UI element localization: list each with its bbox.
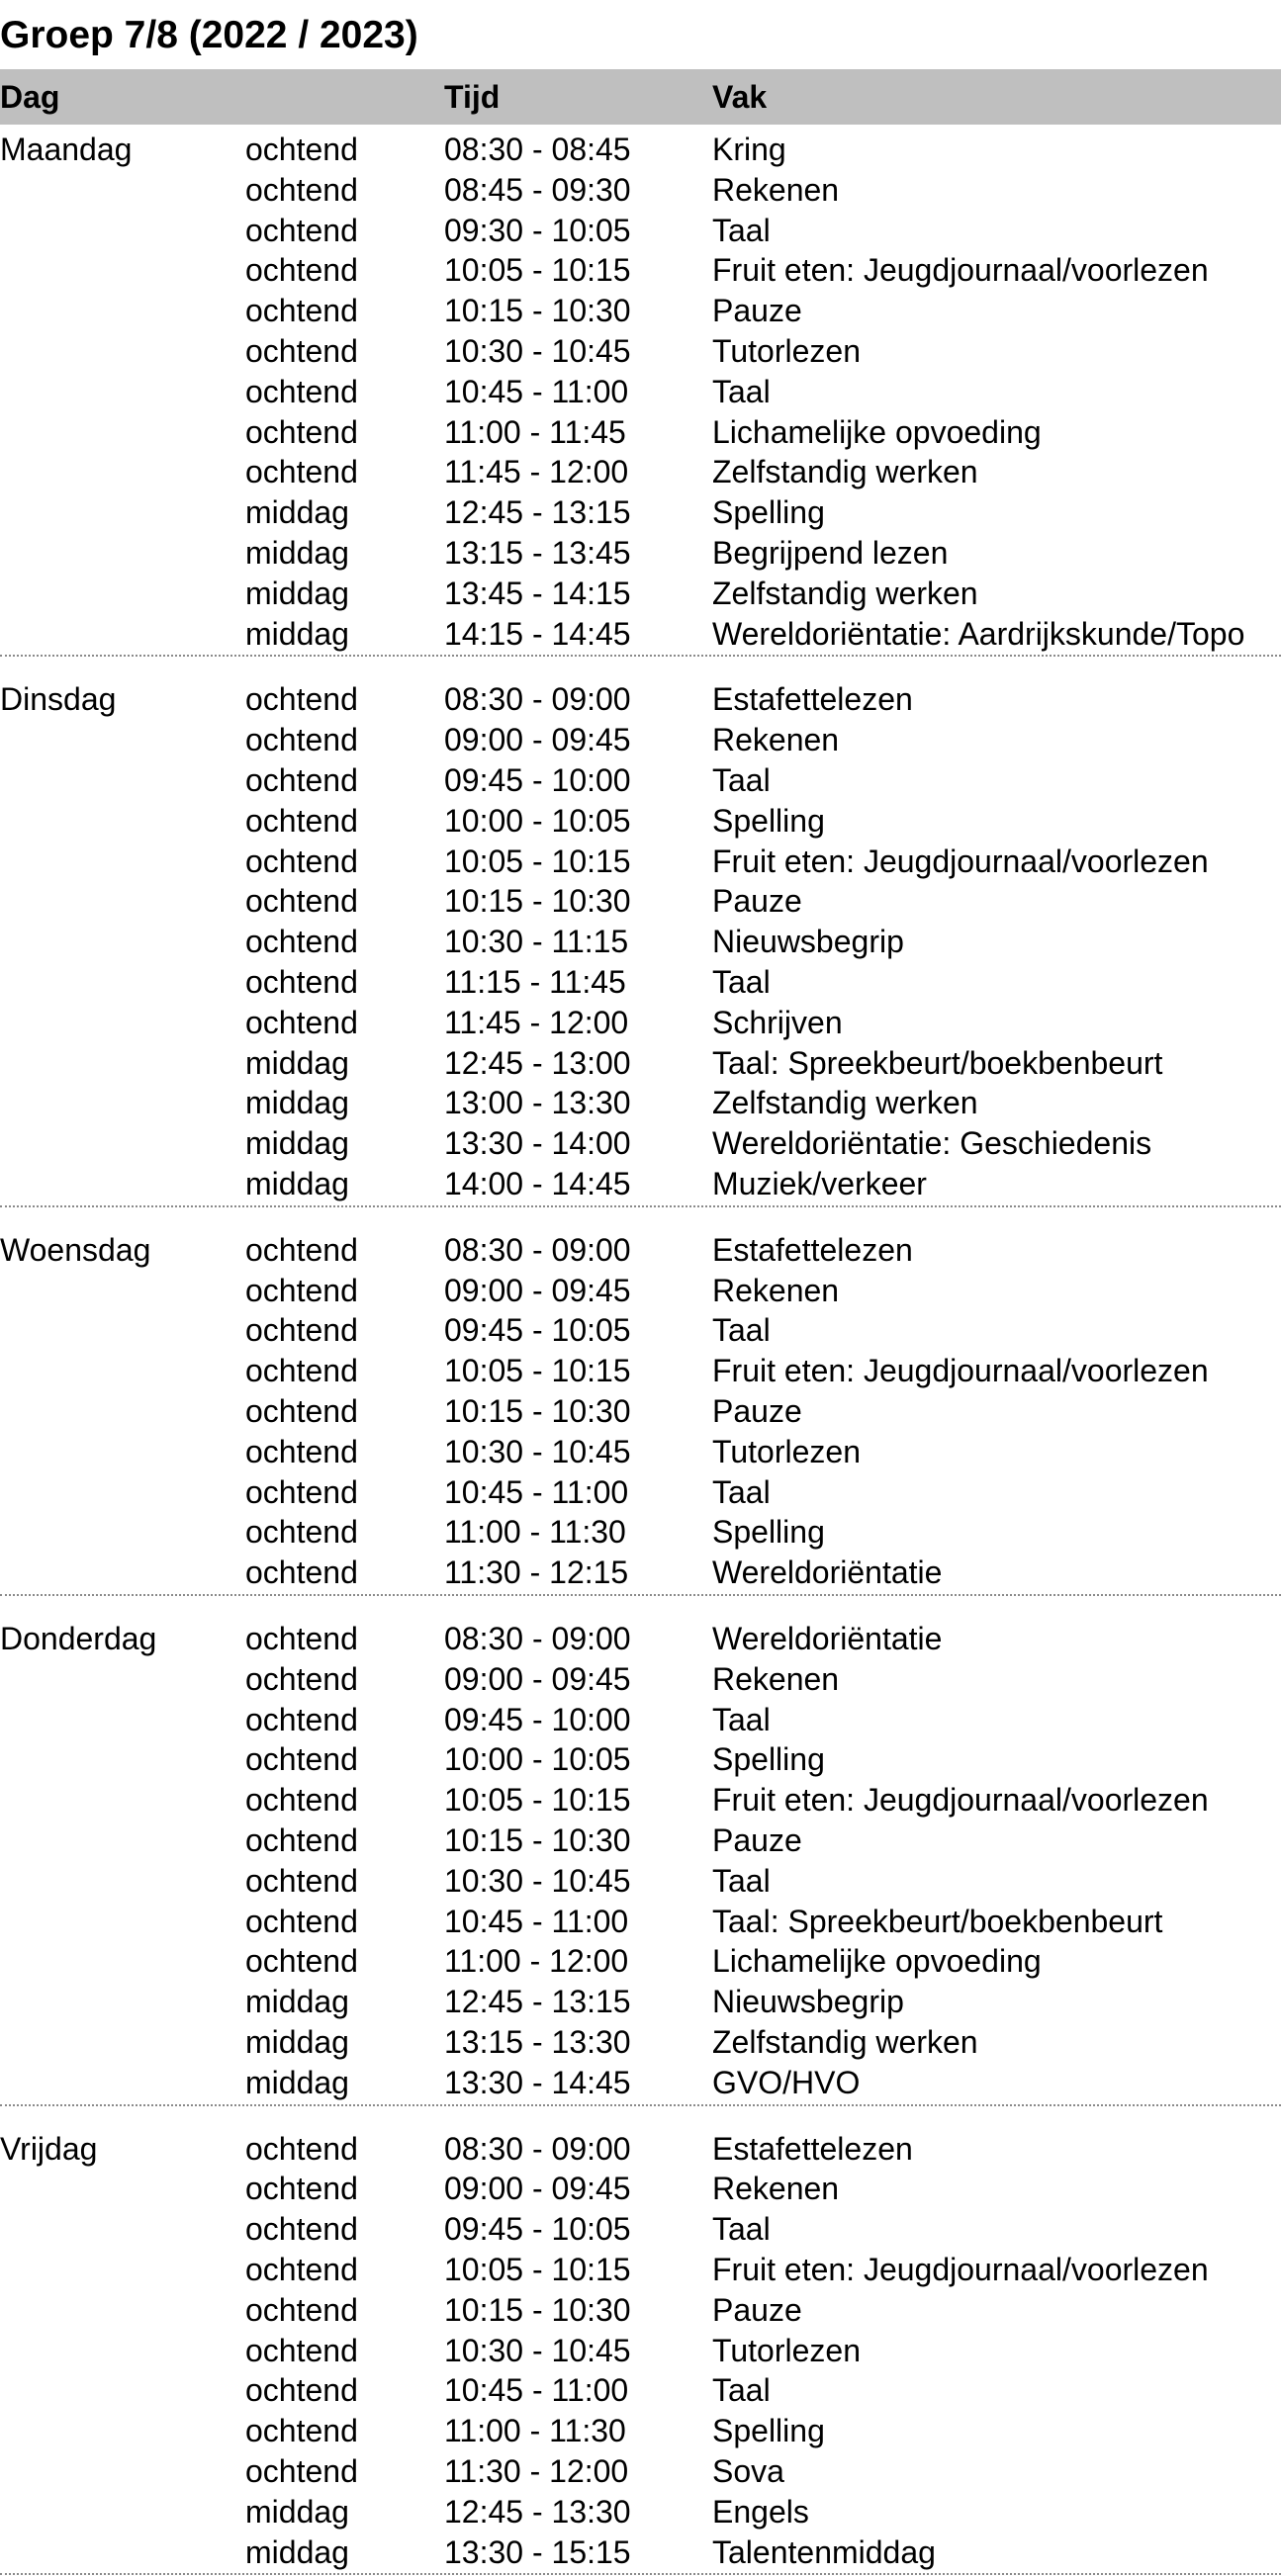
day-name: Dinsdag <box>0 681 117 718</box>
subject-cell: Rekenen <box>712 1272 840 1308</box>
day-part-cell: ochtend <box>245 722 358 758</box>
page-title: Groep 7/8 (2022 / 2023) <box>0 14 418 56</box>
day-separator <box>0 2573 1281 2575</box>
table-row <box>0 372 1281 411</box>
day-separator <box>0 2104 1281 2106</box>
subject-cell: Nieuwsbegrip <box>712 924 904 960</box>
time-cell: 11:45 - 12:00 <box>444 454 629 490</box>
time-cell: 12:45 - 13:15 <box>444 1984 631 2020</box>
subject-cell: Taal <box>712 1312 771 1349</box>
subject-cell: Spelling <box>712 802 825 839</box>
table-row <box>0 1619 1281 1658</box>
subject-cell: Spelling <box>712 1514 825 1551</box>
subject-cell: Sova <box>712 2452 784 2489</box>
day-part-cell: ochtend <box>245 1621 358 1656</box>
time-cell: 10:15 - 10:30 <box>444 293 631 329</box>
subject-cell: Fruit eten: Jeugdjournaal/voorlezen <box>712 1782 1209 1819</box>
table-row <box>0 2331 1281 2370</box>
table-row <box>0 720 1281 759</box>
subject-cell: Lichamelijke opvoeding <box>712 413 1042 450</box>
table-row <box>0 2492 1281 2532</box>
table-row <box>0 1700 1281 1739</box>
day-part-cell: ochtend <box>245 843 358 879</box>
table-row <box>0 1043 1281 1083</box>
time-cell: 09:00 - 09:45 <box>444 722 631 758</box>
day-part-cell: middag <box>245 2533 349 2570</box>
day-part-cell: ochtend <box>245 1862 358 1899</box>
day-part-cell: ochtend <box>245 681 358 718</box>
day-part-cell: middag <box>245 535 349 571</box>
time-cell: 10:15 - 10:30 <box>444 883 631 920</box>
day-part-cell: ochtend <box>245 413 358 450</box>
day-part-cell: ochtend <box>245 2291 358 2328</box>
subject-cell: Spelling <box>712 2413 825 2449</box>
time-cell: 13:15 - 13:30 <box>444 2024 631 2060</box>
subject-cell: Pauze <box>712 1392 802 1429</box>
day-part-cell: middag <box>245 2024 349 2060</box>
time-cell: 10:45 - 11:00 <box>444 1903 629 1939</box>
subject-cell: Pauze <box>712 293 802 329</box>
table-row <box>0 1123 1281 1163</box>
time-cell: 13:45 - 14:15 <box>444 575 631 611</box>
subject-cell: Talentenmiddag <box>712 2533 936 2570</box>
subject-cell: GVO/HVO <box>712 2064 861 2100</box>
time-cell: 10:30 - 10:45 <box>444 1433 631 1469</box>
subject-cell: Fruit eten: Jeugdjournaal/voorlezen <box>712 252 1209 289</box>
time-cell: 11:15 - 11:45 <box>444 963 626 1000</box>
table-row <box>0 679 1281 719</box>
day-part-cell: ochtend <box>245 963 358 1000</box>
day-block-vrijdag <box>0 2129 1281 2576</box>
time-cell: 10:00 - 10:05 <box>444 1741 631 1778</box>
subject-cell: Spelling <box>712 1741 825 1778</box>
day-part-cell: ochtend <box>245 1660 358 1697</box>
time-cell: 11:45 - 12:00 <box>444 1004 629 1040</box>
table-row <box>0 2532 1281 2572</box>
table-row <box>0 250 1281 290</box>
subject-cell: Taal <box>712 212 771 248</box>
day-part-cell: ochtend <box>245 373 358 409</box>
subject-cell: Rekenen <box>712 2171 840 2207</box>
time-cell: 08:30 - 09:00 <box>444 1231 631 1268</box>
day-part-cell: ochtend <box>245 212 358 248</box>
day-name: Woensdag <box>0 1231 151 1268</box>
day-block-dinsdag <box>0 679 1281 1207</box>
table-row <box>0 1861 1281 1901</box>
time-cell: 10:30 - 10:45 <box>444 333 631 369</box>
subject-cell: Zelfstandig werken <box>712 454 978 490</box>
day-name: Vrijdag <box>0 2130 98 2167</box>
day-part-cell: ochtend <box>245 132 358 167</box>
table-header <box>0 69 1281 125</box>
day-part-cell: ochtend <box>245 1353 358 1389</box>
time-cell: 08:30 - 09:00 <box>444 2130 631 2167</box>
table-row <box>0 170 1281 210</box>
table-row <box>0 2169 1281 2208</box>
time-cell: 10:15 - 10:30 <box>444 2291 631 2328</box>
day-part-cell: middag <box>245 1125 349 1162</box>
table-row <box>0 2209 1281 2249</box>
table-row <box>0 2290 1281 2330</box>
time-cell: 13:30 - 15:15 <box>444 2533 631 2570</box>
subject-cell: Rekenen <box>712 1660 840 1697</box>
subject-cell: Estafettelezen <box>712 2130 913 2167</box>
day-part-cell: ochtend <box>245 2332 358 2368</box>
time-cell: 12:45 - 13:15 <box>444 494 631 531</box>
day-block-donderdag <box>0 1619 1281 2107</box>
time-cell: 13:30 - 14:45 <box>444 2064 631 2100</box>
time-cell: 10:45 - 11:00 <box>444 373 629 409</box>
day-part-cell: middag <box>245 2493 349 2530</box>
day-part-cell: ochtend <box>245 1943 358 1980</box>
time-cell: 10:15 - 10:30 <box>444 1392 631 1429</box>
day-part-cell: ochtend <box>245 1272 358 1308</box>
time-cell: 09:00 - 09:45 <box>444 2171 631 2207</box>
subject-cell: Taal <box>712 1701 771 1737</box>
table-row <box>0 331 1281 371</box>
day-part-cell: ochtend <box>245 761 358 798</box>
table-row <box>0 1739 1281 1779</box>
time-cell: 13:30 - 14:00 <box>444 1125 631 1162</box>
subject-cell: Nieuwsbegrip <box>712 1984 904 2020</box>
table-row <box>0 492 1281 532</box>
time-cell: 10:05 - 10:15 <box>444 1353 631 1389</box>
subject-cell: Rekenen <box>712 171 840 208</box>
subject-cell: Taal <box>712 1862 771 1899</box>
table-row <box>0 2370 1281 2410</box>
subject-cell: Muziek/verkeer <box>712 1165 927 1201</box>
day-part-cell: ochtend <box>245 1741 358 1778</box>
table-row <box>0 574 1281 613</box>
time-cell: 09:45 - 10:05 <box>444 2211 631 2248</box>
day-part-cell: ochtend <box>245 1004 358 1040</box>
subject-cell: Taal <box>712 2372 771 2409</box>
subject-cell: Fruit eten: Jeugdjournaal/voorlezen <box>712 1353 1209 1389</box>
subject-cell: Zelfstandig werken <box>712 1085 978 1121</box>
subject-cell: Tutorlezen <box>712 1433 861 1469</box>
day-part-cell: ochtend <box>245 2130 358 2167</box>
subject-cell: Fruit eten: Jeugdjournaal/voorlezen <box>712 2251 1209 2287</box>
time-cell: 11:00 - 12:00 <box>444 1943 629 1980</box>
day-part-cell: ochtend <box>245 1554 358 1591</box>
time-cell: 09:00 - 09:45 <box>444 1660 631 1697</box>
table-row <box>0 1230 1281 1270</box>
subject-cell: Zelfstandig werken <box>712 575 978 611</box>
table-row <box>0 1083 1281 1122</box>
day-part-cell: ochtend <box>245 2452 358 2489</box>
day-part-cell: ochtend <box>245 883 358 920</box>
table-row <box>0 1472 1281 1512</box>
table-row <box>0 1512 1281 1552</box>
day-separator <box>0 655 1281 657</box>
time-cell: 10:30 - 10:45 <box>444 1862 631 1899</box>
time-cell: 10:05 - 10:15 <box>444 2251 631 2287</box>
day-part-cell: ochtend <box>245 2251 358 2287</box>
time-cell: 11:00 - 11:30 <box>444 1514 626 1551</box>
table-row <box>0 1003 1281 1042</box>
day-part-cell: ochtend <box>245 293 358 329</box>
table-row <box>0 2411 1281 2450</box>
table-row <box>0 1271 1281 1310</box>
subject-cell: Schrijven <box>712 1004 843 1040</box>
subject-cell: Lichamelijke opvoeding <box>712 1943 1042 1980</box>
subject-cell: Zelfstandig werken <box>712 2024 978 2060</box>
time-cell: 09:00 - 09:45 <box>444 1272 631 1308</box>
table-row <box>0 760 1281 800</box>
subject-cell: Kring <box>712 132 786 167</box>
subject-cell: Taal: Spreekbeurt/boekbenbeurt <box>712 1903 1163 1939</box>
day-part-cell: ochtend <box>245 1782 358 1819</box>
time-cell: 10:30 - 11:15 <box>444 924 629 960</box>
subject-cell: Tutorlezen <box>712 2332 861 2368</box>
table-row <box>0 452 1281 491</box>
day-part-cell: ochtend <box>245 1231 358 1268</box>
day-part-cell: ochtend <box>245 2413 358 2449</box>
subject-cell: Pauze <box>712 2291 802 2328</box>
subject-cell: Rekenen <box>712 722 840 758</box>
day-part-cell: ochtend <box>245 1514 358 1551</box>
subject-cell: Estafettelezen <box>712 681 913 718</box>
table-row <box>0 291 1281 330</box>
day-part-cell: ochtend <box>245 1903 358 1939</box>
day-part-cell: middag <box>245 1984 349 2020</box>
day-part-cell: middag <box>245 1165 349 1201</box>
day-part-cell: ochtend <box>245 2372 358 2409</box>
time-cell: 14:15 - 14:45 <box>444 615 631 652</box>
time-cell: 10:45 - 11:00 <box>444 2372 629 2409</box>
day-separator <box>0 1205 1281 1207</box>
subject-cell: Taal: Spreekbeurt/boekbenbeurt <box>712 1044 1163 1081</box>
time-cell: 10:30 - 10:45 <box>444 2332 631 2368</box>
time-cell: 11:30 - 12:00 <box>444 2452 629 2489</box>
time-cell: 13:00 - 13:30 <box>444 1085 631 1121</box>
day-part-cell: ochtend <box>245 454 358 490</box>
time-cell: 08:30 - 08:45 <box>444 132 631 167</box>
day-part-cell: ochtend <box>245 1822 358 1858</box>
day-part-cell: ochtend <box>245 171 358 208</box>
subject-cell: Pauze <box>712 1822 802 1858</box>
table-row <box>0 1821 1281 1860</box>
time-cell: 11:00 - 11:30 <box>444 2413 626 2449</box>
time-cell: 13:15 - 13:45 <box>444 535 631 571</box>
subject-cell: Spelling <box>712 494 825 531</box>
subject-cell: Wereldoriëntatie: Geschiedenis <box>712 1125 1152 1162</box>
table-row <box>0 2451 1281 2491</box>
day-part-cell: middag <box>245 2064 349 2100</box>
table-row <box>0 1432 1281 1471</box>
day-part-cell: ochtend <box>245 1473 358 1510</box>
table-row <box>0 130 1281 169</box>
header-tijd: Tijd <box>444 79 501 115</box>
time-cell: 12:45 - 13:30 <box>444 2493 631 2530</box>
time-cell: 09:45 - 10:00 <box>444 1701 631 1737</box>
subject-cell: Taal <box>712 1473 771 1510</box>
table-row <box>0 2063 1281 2102</box>
time-cell: 10:05 - 10:15 <box>444 1782 631 1819</box>
day-part-cell: ochtend <box>245 1392 358 1429</box>
time-cell: 09:45 - 10:00 <box>444 761 631 798</box>
subject-cell: Taal <box>712 2211 771 2248</box>
day-part-cell: ochtend <box>245 252 358 289</box>
day-part-cell: ochtend <box>245 802 358 839</box>
subject-cell: Taal <box>712 373 771 409</box>
table-row <box>0 1310 1281 1350</box>
day-part-cell: middag <box>245 615 349 652</box>
subject-cell: Estafettelezen <box>712 1231 913 1268</box>
day-part-cell: ochtend <box>245 1312 358 1349</box>
day-part-cell: middag <box>245 575 349 611</box>
table-row <box>0 1659 1281 1699</box>
table-row <box>0 1164 1281 1203</box>
table-row <box>0 1982 1281 2021</box>
table-row <box>0 2250 1281 2289</box>
day-name: Maandag <box>0 132 133 167</box>
table-row <box>0 2129 1281 2169</box>
time-cell: 12:45 - 13:00 <box>444 1044 631 1081</box>
table-row <box>0 801 1281 841</box>
table-row <box>0 533 1281 573</box>
day-part-cell: middag <box>245 1044 349 1081</box>
time-cell: 10:15 - 10:30 <box>444 1822 631 1858</box>
subject-cell: Wereldoriëntatie <box>712 1554 943 1591</box>
day-part-cell: middag <box>245 494 349 531</box>
time-cell: 11:00 - 11:45 <box>444 413 626 450</box>
subject-cell: Wereldoriëntatie <box>712 1621 943 1656</box>
day-block-woensdag <box>0 1230 1281 1597</box>
time-cell: 11:30 - 12:15 <box>444 1554 629 1591</box>
time-cell: 10:05 - 10:15 <box>444 843 631 879</box>
subject-cell: Fruit eten: Jeugdjournaal/voorlezen <box>712 843 1209 879</box>
time-cell: 08:30 - 09:00 <box>444 1621 631 1656</box>
table-row <box>0 1941 1281 1981</box>
time-cell: 10:05 - 10:15 <box>444 252 631 289</box>
subject-cell: Taal <box>712 761 771 798</box>
table-row <box>0 211 1281 250</box>
subject-cell: Tutorlezen <box>712 333 861 369</box>
time-cell: 08:30 - 09:00 <box>444 681 631 718</box>
table-row <box>0 1553 1281 1592</box>
time-cell: 08:45 - 09:30 <box>444 171 631 208</box>
day-part-cell: ochtend <box>245 1701 358 1737</box>
subject-cell: Wereldoriëntatie: Aardrijkskunde/Topo <box>712 615 1245 652</box>
table-row <box>0 1902 1281 1941</box>
table-row <box>0 1351 1281 1390</box>
table-row <box>0 881 1281 921</box>
day-part-cell: middag <box>245 1085 349 1121</box>
time-cell: 10:00 - 10:05 <box>444 802 631 839</box>
time-cell: 09:30 - 10:05 <box>444 212 631 248</box>
day-part-cell: ochtend <box>245 924 358 960</box>
header-vak: Vak <box>712 79 768 115</box>
day-name: Donderdag <box>0 1621 157 1656</box>
subject-cell: Pauze <box>712 883 802 920</box>
header-dag: Dag <box>0 79 60 115</box>
subject-cell: Begrijpend lezen <box>712 535 949 571</box>
day-part-cell: ochtend <box>245 2211 358 2248</box>
table-row <box>0 922 1281 961</box>
day-block-maandag <box>0 130 1281 658</box>
table-row <box>0 1780 1281 1820</box>
time-cell: 14:00 - 14:45 <box>444 1165 631 1201</box>
day-part-cell: ochtend <box>245 1433 358 1469</box>
day-part-cell: ochtend <box>245 333 358 369</box>
table-row <box>0 1391 1281 1431</box>
day-separator <box>0 1594 1281 1596</box>
table-row <box>0 614 1281 654</box>
table-row <box>0 842 1281 881</box>
subject-cell: Engels <box>712 2493 809 2530</box>
day-part-cell: ochtend <box>245 2171 358 2207</box>
time-cell: 09:45 - 10:05 <box>444 1312 631 1349</box>
table-row <box>0 412 1281 452</box>
table-row <box>0 962 1281 1002</box>
subject-cell: Taal <box>712 963 771 1000</box>
time-cell: 10:45 - 11:00 <box>444 1473 629 1510</box>
table-row <box>0 2022 1281 2062</box>
